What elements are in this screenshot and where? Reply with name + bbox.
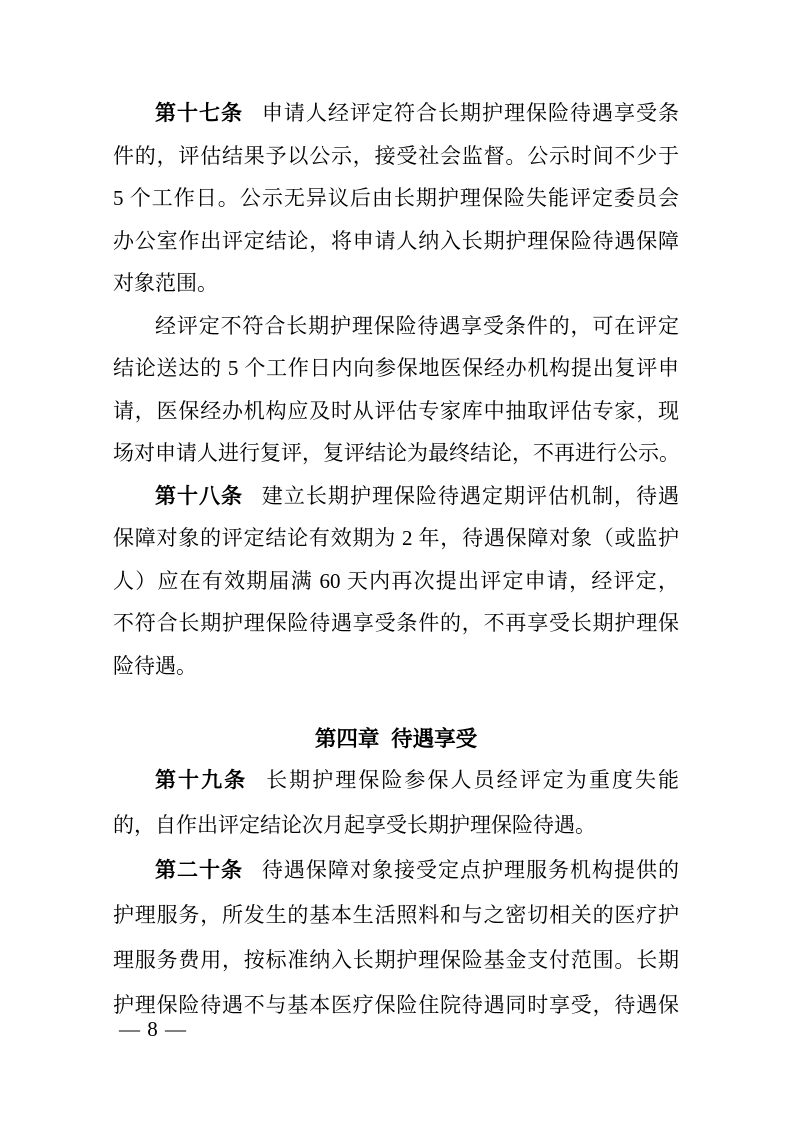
chapter-number: 第四章 <box>314 727 380 751</box>
text-line <box>113 347 679 390</box>
line-text: 险待遇。 <box>113 653 197 678</box>
article-number: 第十九条 <box>155 768 248 792</box>
article-number: 第十八条 <box>155 483 244 508</box>
text-line <box>113 983 679 1028</box>
text-line <box>113 893 679 938</box>
text-line <box>113 220 679 263</box>
line-text: 经评定不符合长期护理保险待遇享受条件的，可在评定 <box>155 313 679 338</box>
page-number-footer: — 8 — <box>119 1017 187 1041</box>
text-line <box>113 517 679 560</box>
text-line <box>113 938 679 983</box>
text-line <box>113 432 679 475</box>
line-text: 场对申请人进行复评，复评结论为最终结论，不再进行公示。 <box>113 441 680 465</box>
line-text: 建立长期护理保险待遇定期评估机制，待遇 <box>261 483 680 508</box>
text-line <box>113 560 679 603</box>
article-20 <box>113 848 679 1028</box>
line-text: 的，自作出评定结论次月起享受长期护理保险待遇。 <box>113 813 596 837</box>
text-line <box>113 390 679 433</box>
text-line <box>113 92 679 135</box>
chapter-4-heading <box>113 720 679 758</box>
line-text: 件的，评估结果予以公示，接受社会监督。公示时间不少于 <box>113 143 679 168</box>
text-line <box>113 758 679 803</box>
line-text: 保障对象的评定结论有效期为 2 年，待遇保障对象（或监护 <box>113 526 679 550</box>
line-text: 护理保险待遇不与基本医疗保险住院待遇同时享受，待遇保 <box>113 993 679 1017</box>
article-18 <box>113 475 679 688</box>
text-line <box>113 305 679 348</box>
reassessment-paragraph <box>113 305 679 475</box>
article-17 <box>113 92 679 305</box>
text-line <box>113 602 679 645</box>
line-text: 待遇保障对象接受定点护理服务机构提供的 <box>261 858 680 882</box>
article-number: 第十七条 <box>155 101 244 125</box>
text-line <box>113 848 679 893</box>
line-text: 请，医保经办机构应及时从评估专家库中抽取评估专家，现 <box>113 398 679 423</box>
article-number: 第二十条 <box>155 858 244 882</box>
line-text: 理服务费用，按标准纳入长期护理保险基金支付范围。长期 <box>113 948 679 972</box>
text-line <box>113 262 679 305</box>
line-text: 不符合长期护理保险待遇享受条件的，不再享受长期护理保 <box>113 611 679 635</box>
document-body <box>113 92 679 1028</box>
line-text: 5 个工作日。公示无异议后由长期护理保险失能评定委员会 <box>113 186 679 210</box>
line-text: 长期护理保险参保人员经评定为重度失能 <box>266 768 680 792</box>
text-line <box>113 803 679 848</box>
text-line <box>113 645 679 688</box>
text-line <box>113 135 679 178</box>
line-text: 结论送达的 5 个工作日内向参保地医保经办机构提出复评申 <box>113 356 679 380</box>
chapter-title: 待遇享受 <box>391 727 478 751</box>
line-text: 人）应在有效期届满 60 天内再次提出评定申请，经评定， <box>113 568 679 593</box>
line-text: 对象范围。 <box>113 271 218 295</box>
text-line <box>113 475 679 518</box>
text-line <box>113 177 679 220</box>
line-text: 护理服务，所发生的基本生活照料和与之密切相关的医疗护 <box>113 903 679 927</box>
article-19 <box>113 758 679 848</box>
line-text: 办公室作出评定结论，将申请人纳入长期护理保险待遇保障 <box>113 228 679 253</box>
line-text: 申请人经评定符合长期护理保险待遇享受条 <box>261 101 680 125</box>
